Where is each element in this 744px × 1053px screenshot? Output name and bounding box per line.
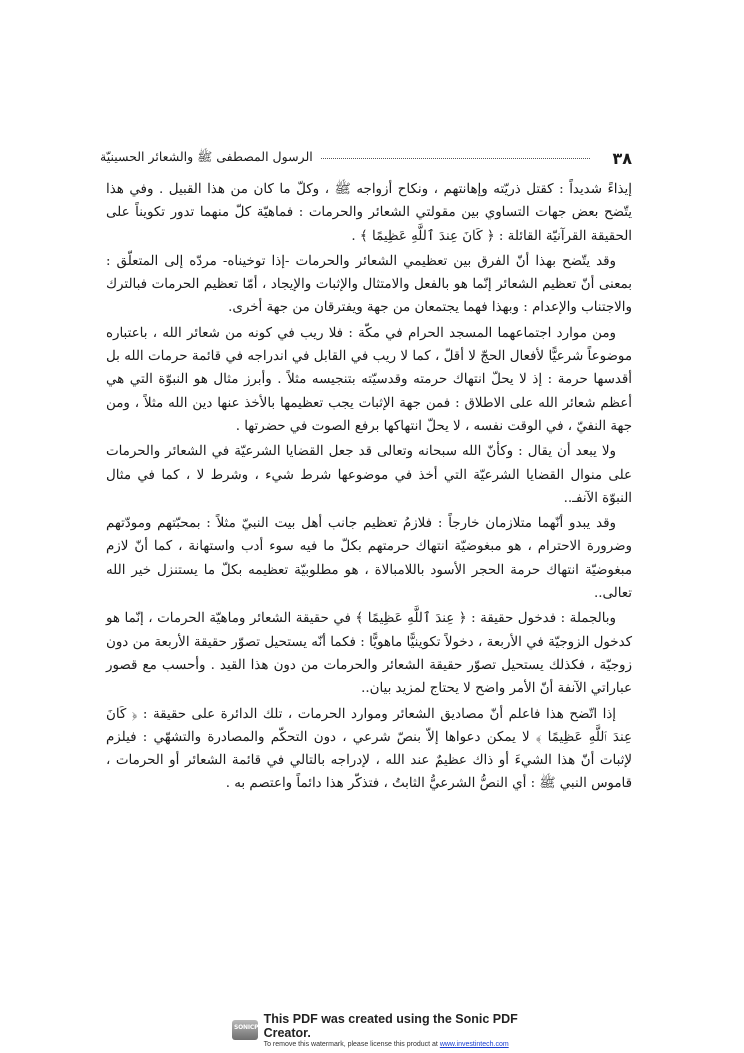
- sonic-pdf-logo-icon: [232, 1020, 267, 1040]
- watermark-line1: This PDF was created using the Sonic PDF Creator.: [263, 1011, 518, 1040]
- paragraph-5: وقد يبدو أنّهما متلازمان خارجاً : فلازمُ تعظيم جانب أهل بيت النبيّ مثلاً : بمحبّتهم ومودّتهم وضرورة الاحترام ، هو مبغوضيّة انتهاك حرمتهم بكلّ ما فيه سوء أدب واستهانة ، كما أنّ لازم مبغوضيّة انتهاك حرمة الحجر الأسود باللامبالاة ، هو مطلوبيّة تعظيمه بكلّ ما يستنزل خير الله تعالى..: [106, 516, 632, 602]
- logo-text: SONICPDF: [234, 1024, 267, 1031]
- watermark-line2-prefix: To remove this watermark, please license this product at: [263, 1040, 440, 1048]
- page-body: [106, 178, 632, 796]
- watermark: [232, 1011, 542, 1048]
- watermark-link[interactable]: www.investintech.com: [439, 1040, 509, 1048]
- paragraph-1: إيذاءً شديداً : كقتل ذريّته وإهانتهم ، ونكاح أزواجه ﷺ ، وكلّ ما كان من هذا القبيل . وفي هذا يتّضح بعض جهات التساوي بين مقولتي الشعائر والحرمات : فماهيّة كلّ منهما تدور تكويناً على الحقيقة القرآنيّة القائلة : ﴿ كَانَ عِندَ ٱللَّهِ عَظِيمًا ﴾ .: [106, 182, 632, 244]
- paragraph-6: وبالجملة : فدخول حقيقة : ﴿ عِندَ ٱللَّهِ عَظِيمًا ﴾ في حقيقة الشعائر وماهيّة الحرمات ، إنّما هو كدخول الزوجيّة في الأربعة ، دخولاً تكوينيًّا ماهويًّا : فكما أنّه يستحيل تصوّر حقيقة الأربعة من دون زوجيّة ، فكذلك يستحيل تصوّر حقيقة الشعائر والحرمات من دون هذا القيد . وأحسب مع قصور عباراتي الآنفة أنّ الأمر واضح لا يحتاج لمزيد بيان..: [106, 611, 632, 697]
- paragraph-3: ومن موارد اجتماعهما المسجد الحرام في مكّة : فلا ريب في كونه من شعائر الله ، باعتباره موضوعاً شرعيًّا لأفعال الحجّ لا أقلّ ، كما لا ريب في القابل في اندراجه في قائمة حرمات الله بل أقدسها حرمة : إذ لا يحلّ انتهاك حرمته وقدسيّته بتنجيسه مثلاً . وأبرز مثال هو النبوّة التي هي أعظم شعائر الله على الاطلاق : فمن جهة الإثبات يجب تعظيمها بالأخذ عنها دين الله مثلاً ، ومن جهة النفيّ ، في الوقت نفسه ، لا يحلّ انتهاكها برفع الصوت في حضرتها .: [106, 325, 632, 434]
- page-header: [100, 148, 632, 168]
- page-number: ٣٨: [612, 148, 632, 168]
- paragraph-7: إذا اتّضح هذا فاعلم أنّ مصاديق الشعائر وموارد الحرمات ، تلك الدائرة على حقيقة : ﴿ كَانَ عِندَ ٱللَّهِ عَظِيمًا ﴾ لا يمكن دعواها إلاّ بنصّ شرعي ، دون التحكّم والمصادرة والتشهّي : فيلزم لإثبات أنّ هذا الشيءَ أو ذاك عظيمٌ عند الله ، لإدراجه بالتالي في قائمة الشعائر أو الحرمات ، قاموس النبي ﷺ : أي النصُّ الشرعيُّ الثابتُ ، فتذكّر هذا دائماً واعتصم به .: [106, 706, 632, 792]
- watermark-text: [264, 1012, 542, 1049]
- watermark-line2: [264, 1040, 542, 1049]
- header-dotted-leader: [321, 158, 591, 159]
- paragraph-4: ولا يبعد أن يقال : وكأنّ الله سبحانه وتعالى قد جعل القضايا الشرعيّة في الشعائر والحرمات على منوال القضايا الشرعيّة التي أخذ في موضوعها شرط شيء ، وشرط لا ، كما في مثال النبوّة الآنفـ..: [106, 444, 632, 506]
- paragraph-2: وقد يتّضح بهذا أنّ الفرق بين تعظيمي الشعائر والحرمات -إذا توخيناه- مردّه إلى المتعلّق : بمعنى أنّ تعظيم الشعائر إنّما هو بالفعل والامتثال والإثبات والإيجاد ، أمّا تعظيم الحرمات فبالترك والاجتناب والإعدام : وبهذا فهما يجتمعان من جهة ويفترقان من جهة أخرى.: [106, 253, 632, 316]
- running-title: الرسول المصطفى ﷺ والشعائر الحسينيّة: [100, 148, 313, 164]
